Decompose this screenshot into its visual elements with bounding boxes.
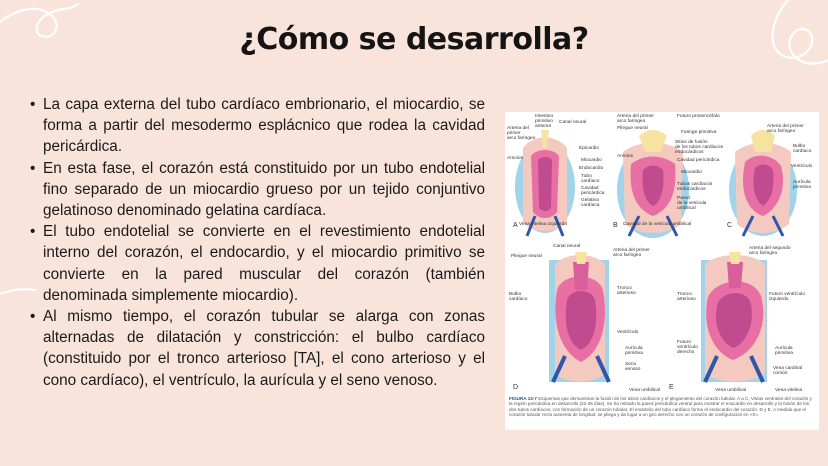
figure-label: Tronco arterioso — [617, 286, 636, 297]
figure-label: Pliegue neural — [617, 126, 648, 131]
figure-label: Tubos cardíacos endocárdicos — [677, 182, 713, 193]
figure-label: Vena umbilical — [715, 388, 746, 393]
figure-label: Arteria del primer arco faríngeo — [617, 114, 654, 125]
panel-letter-b: B — [613, 222, 618, 229]
figure-caption — [509, 396, 815, 418]
figure-label: Bulbo cardíaco — [509, 292, 528, 303]
figure-label: Endocardio — [579, 166, 604, 171]
bullet-item: • Al mismo tiempo, el corazón tubular se alarga con zonas alternadas de dilatación y constricción: el bulbo cardíaco (constituido por el tronco arterioso [TA], el cono arterioso y el cono cardíaco), el ventrículo, la aurícula y el seno venoso. — [30, 306, 485, 391]
figure-label: Epicardio — [579, 146, 599, 151]
bullet-item: • La capa externa del tubo cardíaco embrionario, el miocardio, se forma a partir del mesodermo esplácnico que rodea la cavidad pericárdica. — [30, 94, 485, 158]
figure-label: Vena cardinal común — [773, 366, 803, 377]
figure-label: Pared de la vesícula umbilical — [677, 196, 707, 212]
figure-label: Faringe primitiva — [681, 130, 717, 135]
figure-label: Cavidad pericárdica — [677, 158, 720, 163]
figure-label: Amnios — [507, 156, 523, 161]
figure-label: Gelatina cardíaca — [581, 198, 600, 209]
figure-label: Arteria del primer arco faríngeo — [767, 124, 804, 135]
bullet-list — [30, 94, 485, 391]
heart-development-figure — [505, 112, 819, 430]
bullet-item: • El tubo endotelial se convierte en el revestimiento endotelial interno del corazón, el endocardio, y el miocardio primitivo se convierte en la pared muscular del corazón (también denominada simplemente miocardio). — [30, 221, 485, 306]
figure-label: Pliegue neural — [511, 254, 542, 259]
figure-label: Ventrículo — [617, 330, 639, 335]
figure-label: Aurícula primitiva — [775, 346, 793, 357]
panel-letter-c: C — [727, 222, 733, 229]
figure-label: Miocardio — [681, 170, 702, 175]
figure-label: Vena vitelina izquierda — [519, 222, 568, 227]
figure-label: Bulbo cardíaco — [793, 144, 812, 155]
figure-label: Canal neural — [553, 244, 581, 249]
slide-title: ¿Cómo se desarrolla? — [239, 22, 589, 57]
figure-label: Futuro ventrículo derecho — [677, 340, 698, 356]
figure-label: Seno venoso — [625, 362, 641, 373]
panel-d-drawing — [549, 252, 609, 382]
figure-label: Tubo cardíaco — [581, 174, 600, 185]
figure-label: Futuro prosencéfalo — [677, 114, 720, 119]
panel-letter-e: E — [669, 384, 674, 391]
figure-caption-label: FIGURA 13-7 — [509, 396, 537, 401]
figure-label: Futuro ventrículo izquierdo — [769, 292, 805, 303]
figure-caption-text: Esquemas que demuestran la fusión de los tubos cardíacos y el plegamiento del corazón tubular. A a C, Vistas ventrales del corazón y la región pericárdica en desarrollo (22-35 días). Se ha retirado la pared pericárdica ventral para mostrar el miocardio en desarrollo y la fusión de los dos tubos cardíacos, con formación de un corazón tubular. El endotelio del tubo cardíaco forma el endocardio del corazón. D y E, A medida que el corazón tubular recto aumenta de longitud, se pliega y da lugar a un giro derecho con un corazón de configuración en «S». — [509, 396, 812, 418]
panel-c-drawing — [729, 130, 797, 236]
figure-label: Ventrículo — [791, 164, 813, 169]
figure-label: Canal neural — [559, 120, 587, 125]
figure-label: Intestino primitivo anterior — [535, 114, 554, 130]
panel-a-drawing — [515, 130, 575, 236]
panel-letter-d: D — [513, 384, 519, 391]
figure-label: Amnios — [617, 154, 633, 159]
figure-label: Arteria del segundo arco faríngeo — [749, 246, 791, 257]
figure-label: Sitios de fusión de los tubos cardíacos endocárdicos — [675, 140, 723, 156]
panel-e-drawing — [701, 252, 767, 382]
figure-label: Miocardio — [581, 158, 602, 163]
figure-label: Cavidad de la vesícula umbilical — [623, 222, 692, 227]
figure-label: Tronco arterioso — [677, 292, 696, 303]
bullet-item: • En esta fase, el corazón está constituido por un tubo endotelial fino separado de un miocardio grueso por un tejido conjuntivo gelatinoso denominado gelatina cardíaca. — [30, 158, 485, 222]
figure-label: Aurícula primitiva — [625, 346, 643, 357]
panel-letter-a: A — [513, 222, 518, 229]
figure-label: Vena umbilical — [629, 388, 660, 393]
figure-label: Cavidad pericárdica — [581, 186, 605, 197]
figure-label: Aurícula primitiva — [793, 180, 811, 191]
figure-label: Arteria del primer arco faríngeo — [507, 126, 536, 142]
figure-label: Vena vitelina — [775, 388, 803, 393]
figure-label: Arteria del primer arco faríngeo — [613, 248, 650, 259]
